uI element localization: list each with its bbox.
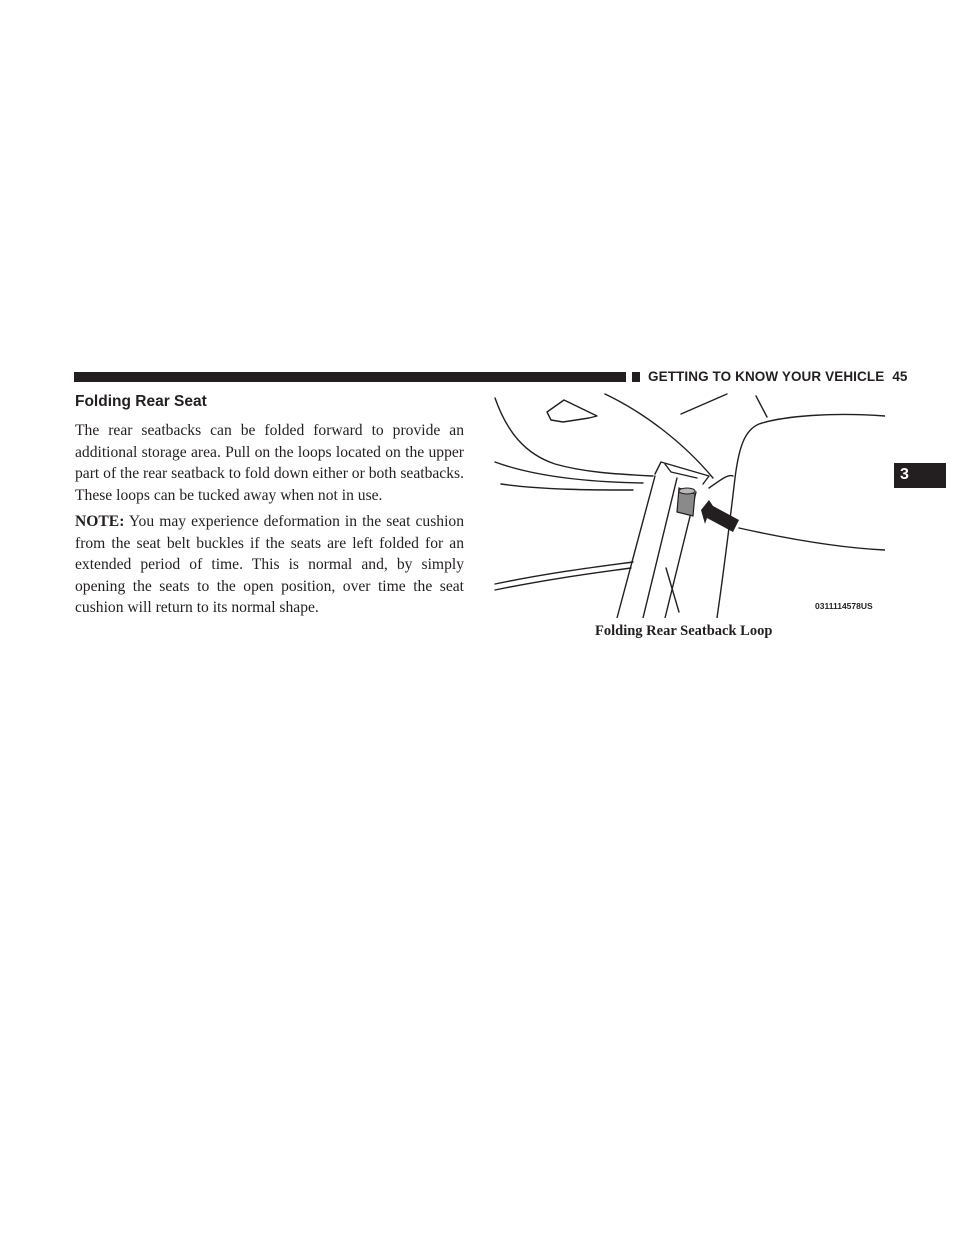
header-rule <box>74 372 626 382</box>
note-paragraph <box>75 511 464 619</box>
running-header <box>648 369 908 384</box>
pointing-arrow <box>701 500 739 532</box>
figure-code: 0311114578US <box>815 601 873 611</box>
note-text: You may experience deformation in the seat cushion from the seat belt buckles if the seats are left folded for an extended period of time. This is normal and, by simply opening the seats to the open position, over time the seat cushion will return to its normal shape. <box>75 513 464 616</box>
seatback-loop <box>677 488 695 516</box>
section-title: GETTING TO KNOW YOUR VEHICLE <box>648 369 885 384</box>
figure-caption: Folding Rear Seatback Loop <box>595 623 773 639</box>
note-label: NOTE: <box>75 513 125 530</box>
chapter-tab <box>894 463 946 488</box>
seatback-loop-illustration <box>493 392 885 618</box>
header-square <box>632 372 640 382</box>
body-paragraph: The rear seatbacks can be folded forward to provide an additional storage area. Pull on the loops located on the upper part of the rear seatback to fold down either or both seatbacks. These loops can be tucked away when not in use. <box>75 422 464 504</box>
section-heading: Folding Rear Seat <box>75 393 207 410</box>
seat-line-drawing <box>493 392 885 618</box>
page-number: 45 <box>892 369 908 384</box>
chapter-number: 3 <box>900 466 909 483</box>
